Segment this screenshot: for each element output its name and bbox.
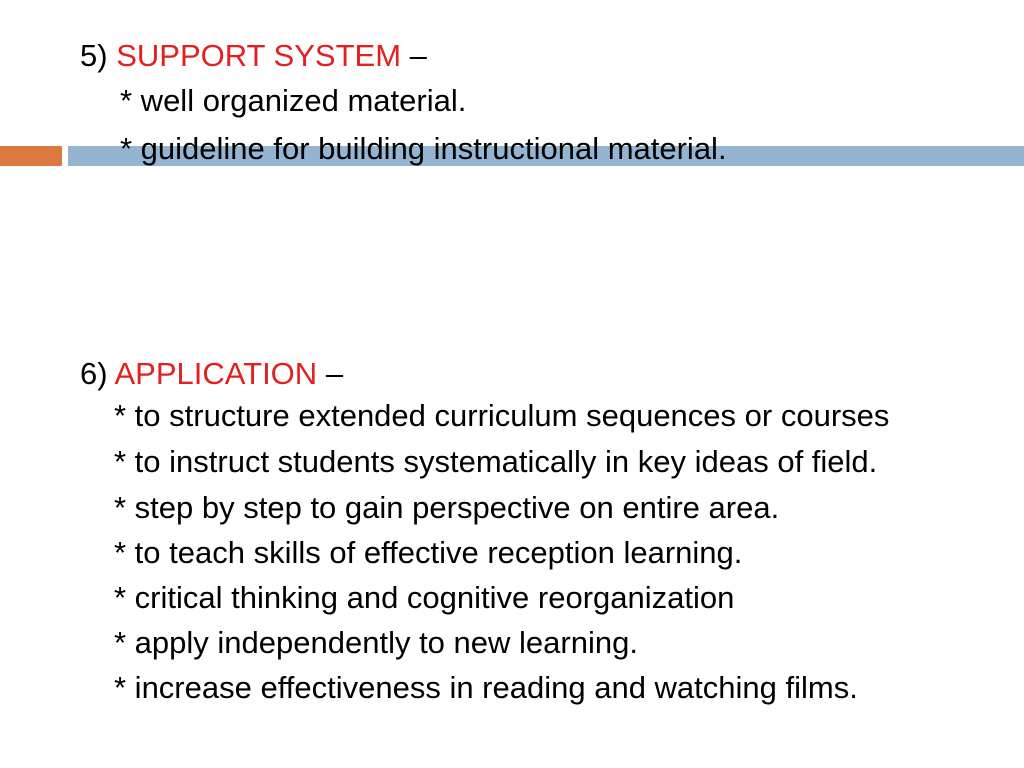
section-dash: – — [325, 355, 344, 391]
section-dash: – — [409, 38, 427, 73]
bullet-list — [80, 82, 1024, 167]
section-heading — [80, 355, 1024, 392]
section-heading — [80, 37, 1024, 74]
section-number: 6) — [80, 355, 108, 391]
accent-bar-orange — [0, 146, 62, 166]
list-item: * apply independently to new learning. — [114, 624, 638, 660]
list-item: * guideline for building instructional material. — [120, 131, 727, 167]
list-item: * to instruct students systematically in key ideas of field. — [114, 443, 878, 479]
list-item: * to structure extended curriculum sequences or courses — [114, 397, 890, 433]
section-number: 5) — [80, 38, 108, 73]
list-item: * increase effectiveness in reading and watching films. — [114, 669, 858, 705]
section-support-system — [80, 37, 1024, 168]
section-keyword: SUPPORT SYSTEM — [116, 38, 402, 73]
list-item: * to teach skills of effective reception learning. — [114, 534, 743, 570]
section-application — [80, 355, 1024, 705]
list-item: * well organized material. — [120, 83, 467, 119]
section-keyword: APPLICATION — [114, 355, 318, 391]
bullet-list — [80, 399, 1024, 705]
list-item: * critical thinking and cognitive reorganization — [114, 579, 735, 615]
list-item: * step by step to gain perspective on entire area. — [114, 489, 780, 525]
